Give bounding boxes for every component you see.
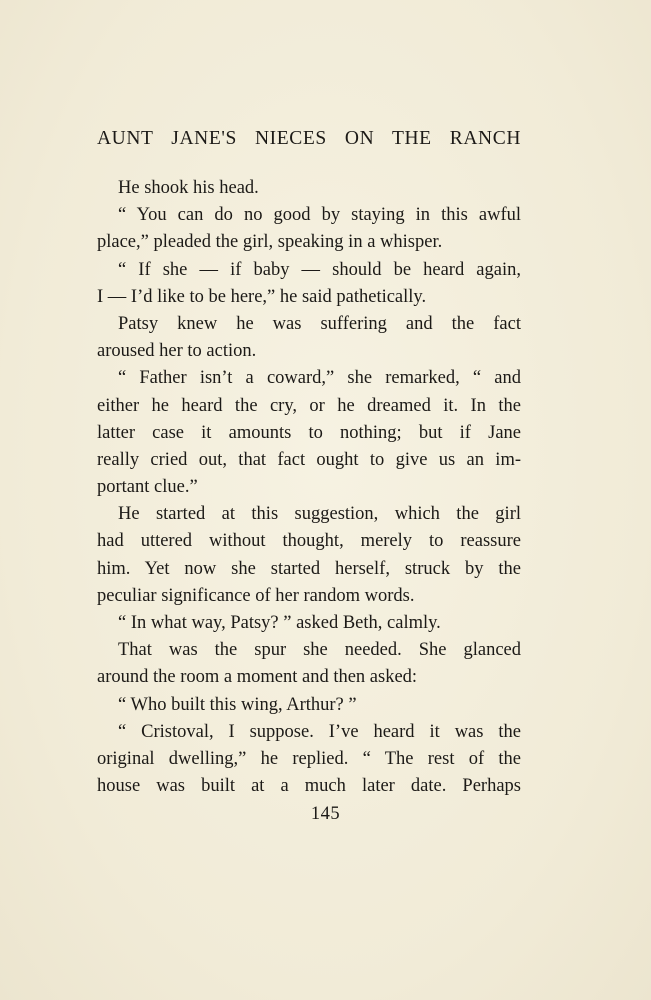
text-line: him. Yet now she started herself, struck by the: [97, 558, 521, 579]
text-line: latter case it amounts to nothing; but if Jane: [97, 422, 521, 443]
text-line: either he heard the cry, or he dreamed it. In the: [97, 395, 521, 416]
text-line: original dwelling,” he replied. “ The rest of the: [97, 748, 521, 769]
text-line: place,” pleaded the girl, speaking in a whisper.: [97, 232, 443, 253]
text-line: around the room a moment and then asked:: [97, 667, 418, 688]
text-line: “ In what way, Patsy? ” asked Beth, calmly.: [118, 613, 441, 633]
text-line: He started at this suggestion, which the girl: [118, 504, 521, 525]
text-line: Patsy knew he was suffering and the fact: [118, 313, 521, 334]
text-line: “ Who built this wing, Arthur? ”: [118, 694, 357, 715]
text-line: aroused her to action.: [97, 341, 257, 362]
text-line: “ Cristoval, I suppose. I’ve heard it was the: [118, 721, 521, 742]
text-line: had uttered without thought, merely to reassure: [97, 531, 521, 552]
text-line: really cried out, that fact ought to give us an im-: [97, 449, 521, 470]
text-line: portant clue.”: [97, 477, 198, 498]
text-line: “ Father isn’t a coward,” she remarked, “ and: [118, 368, 521, 389]
running-head: AUNT JANE'S NIECES ON THE RANCH: [97, 128, 521, 149]
page-number: 145: [310, 804, 341, 824]
text-line: He shook his head.: [118, 178, 259, 198]
text-line: I — I’d like to be here,” he said pathetically.: [97, 286, 427, 307]
text-line: “ You can do no good by staying in this awful: [118, 205, 521, 226]
text-line: peculiar significance of her random words.: [97, 585, 415, 606]
text-line: “ If she — if baby — should be heard again,: [118, 259, 521, 280]
text-line: That was the spur she needed. She glanced: [118, 640, 521, 661]
body-text: [97, 175, 521, 800]
text-line: house was built at a much later date. Perhaps: [97, 776, 521, 797]
